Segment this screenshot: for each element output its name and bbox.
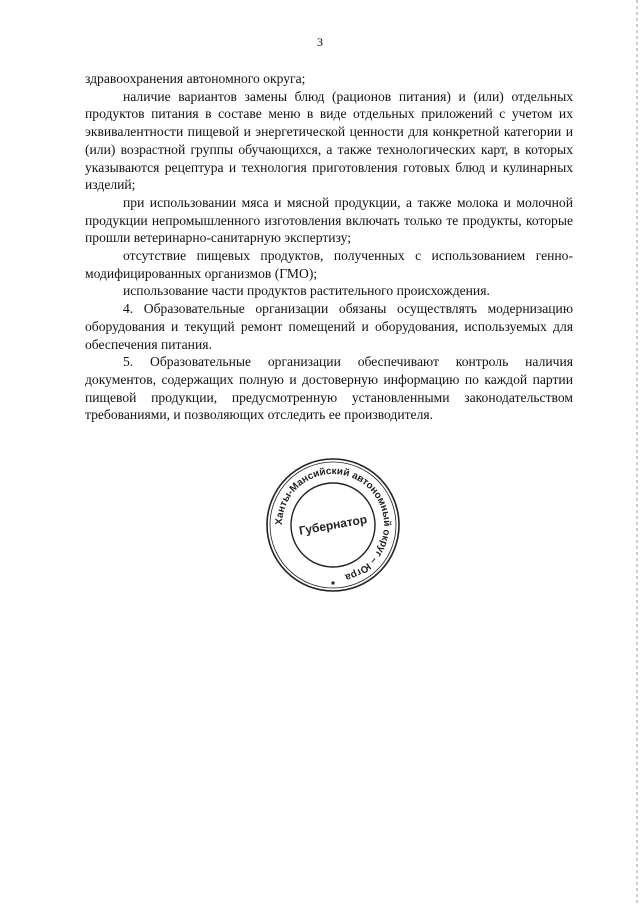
page-number: 3 — [317, 35, 323, 49]
paragraph-item-5: 5. Образовательные организации обеспечивают контроль наличия документов, содержащих полную и достоверную информацию по каждой партии пищевой продукции, предусмотренную установленными законодательством требованиями, и позволяющих отследить ее производителя. — [85, 354, 573, 423]
paragraph-gmo: отсутствие пищевых продуктов, полученных с использованием генно-модифицированных организмов (ГМО); — [85, 248, 573, 281]
paragraph-plant-products: использование части продуктов растительного происхождения. — [123, 283, 490, 299]
governor-seal — [263, 455, 403, 595]
paragraph-menu-variants: наличие вариантов замены блюд (рационов питания) и (или) отдельных продуктов питания в составе меню в виде отдельных приложений с учетом их эквивалентности пищевой и энергетической ценности для конкретной категории и (или) возрастной группы обучающихся, а также технологических карт, в которых указываются рецептура и технология приготовления готовых блюд и кулинарных изделий; — [85, 88, 573, 193]
seal-graphic — [263, 455, 403, 595]
seal-dot — [331, 581, 334, 584]
paragraph-meat-milk: при использовании мяса и мясной продукции, а также молока и молочной продукции непромышленного изготовления включать только те продукты, которые прошли ветеринарно-санитарную экспертизу; — [85, 194, 573, 246]
paragraph-item-4: 4. Образовательные организации обязаны осуществлять модернизацию оборудования и текущий ремонт помещений и оборудования, используемых для обеспечения питания. — [85, 301, 573, 352]
seal-center-text: Губернатор — [297, 512, 369, 538]
document-body — [85, 70, 573, 424]
seal-ring-text: Ханты-Мансийский автономный округ – Югра — [273, 465, 393, 583]
scan-edge — [636, 0, 638, 905]
paragraph-continuation: здравоохранения автономного округа; — [85, 71, 306, 86]
